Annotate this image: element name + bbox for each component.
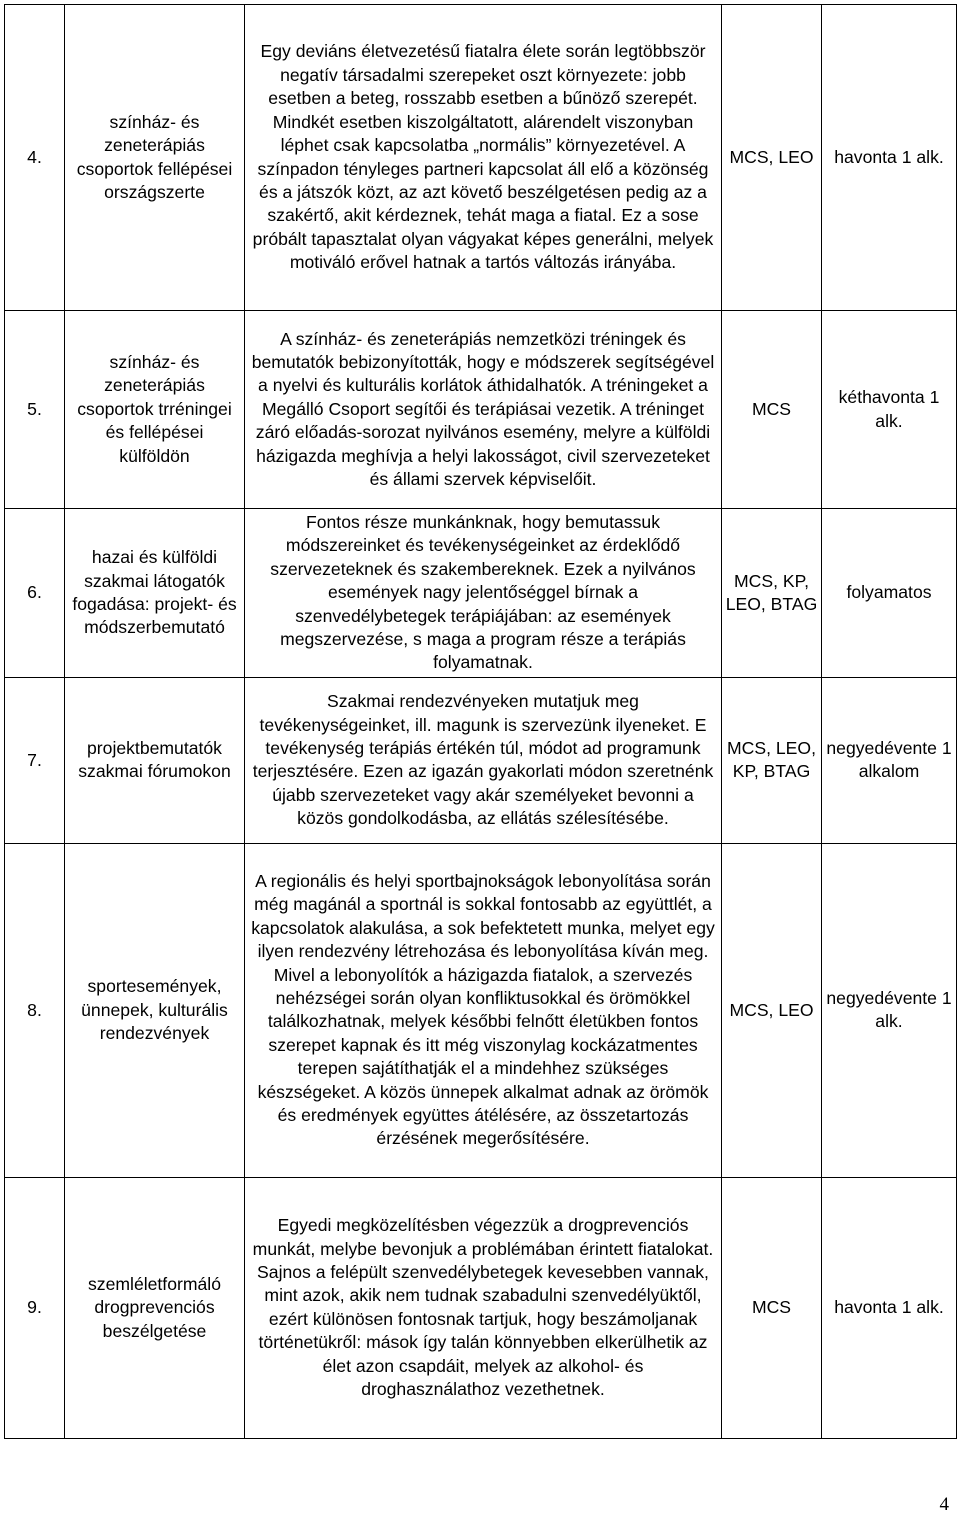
responsible-cell: MCS, LEO <box>722 843 822 1177</box>
description-cell: Egyedi megközelítésben végezzük a drogprevenciós munkát, melybe bevonjuk a problémában érintett fiatalokat. Sajnos a felépült szenvedélybetegek kevesebben vannak, mint azok, akik nem tudnak szabadulni szenvedélyüktől, ezért különösen fontosnak tartjuk, hogy beszámoljanak történetükről: mások így talán könnyebben elkerülhetik az élet azon csapdáit, melyek az alkohol- és droghasználathoz vezethetnek. <box>245 1177 722 1438</box>
row-number: 8. <box>5 843 65 1177</box>
program-table <box>4 4 957 1439</box>
activity-cell: sportesemények, ünnepek, kulturális rendezvények <box>65 843 245 1177</box>
frequency-cell: negyedévente 1 alk. <box>822 843 957 1177</box>
row-number: 6. <box>5 509 65 678</box>
row-number: 4. <box>5 5 65 311</box>
page-number: 4 <box>939 1494 949 1515</box>
responsible-cell: MCS, KP, LEO, BTAG <box>722 509 822 678</box>
activity-cell: színház- és zeneterápiás csoportok trréningei és fellépései külföldön <box>65 311 245 509</box>
responsible-cell: MCS <box>722 311 822 509</box>
responsible-cell: MCS, LEO <box>722 5 822 311</box>
row-number: 9. <box>5 1177 65 1438</box>
frequency-cell: havonta 1 alk. <box>822 5 957 311</box>
row-number: 7. <box>5 677 65 843</box>
frequency-cell: negyedévente 1 alkalom <box>822 677 957 843</box>
activity-cell: projektbemutatók szakmai fórumokon <box>65 677 245 843</box>
frequency-cell: havonta 1 alk. <box>822 1177 957 1438</box>
activity-cell: szemléletformáló drogprevenciós beszélgetése <box>65 1177 245 1438</box>
responsible-cell: MCS, LEO, KP, BTAG <box>722 677 822 843</box>
table-row <box>5 311 957 509</box>
table-row <box>5 843 957 1177</box>
description-cell: A színház- és zeneterápiás nemzetközi tréningek és bemutatók bebizonyították, hogy e módszerek segítségével a nyelvi és kulturális korlátok áthidalhatók. A tréningeket a Megálló Csoport segítői és terápiásai vezetik. A tréninget záró előadás-sorozat nyilvános esemény, melyre a külföldi házigazda meghívja a helyi lakosságot, civil szervezeteket és állami szervek képviselőit. <box>245 311 722 509</box>
activity-cell: hazai és külföldi szakmai látogatók fogadása: projekt- és módszerbemutató <box>65 509 245 678</box>
description-cell: Egy deviáns életvezetésű fiatalra élete során legtöbbször negatív társadalmi szerepeket oszt környezete: jobb esetben a beteg, rosszabb esetben a bűnöző szerepét. Mindkét esetben kiszolgáltatott, alárendelt viszonyban léphet csak kapcsolatba „normális” környezetével. A színpadon tényleges partneri kapcsolat áll elő a közönség és a játszók közt, az azt követő beszélgetésen pedig az a szakértő, akit kérdeznek, tehát maga a fiatal. Ez a sose próbált tapasztalat olyan vágyakat képes generálni, melyek motiváló erővel hatnak a tartós változás irányába. <box>245 5 722 311</box>
table-row <box>5 5 957 311</box>
table-row <box>5 509 957 678</box>
description-cell: Szakmai rendezvényeken mutatjuk meg tevékenységeinket, ill. magunk is szervezünk ilyeneket. E tevékenység terápiás értékén túl, módot ad programunk terjesztésére. Ezen az igazán gyakorlati módon szeretnénk újabb szervezeteket vagy akár személyeket bevonni a közös gondolkodásba, az ellátás szélesítésébe. <box>245 677 722 843</box>
row-number: 5. <box>5 311 65 509</box>
activity-cell: színház- és zeneterápiás csoportok fellépései országszerte <box>65 5 245 311</box>
description-cell: Fontos része munkánknak, hogy bemutassuk módszereinket és tevékenységeinket az érdeklődő szervezeteknek és szakembereknek. Ezek a nyilvános események nagy jelentőséggel bírnak a szenvedélybetegek terápiájában: az események megszervezése, s maga a program része a terápiás folyamatnak. <box>245 509 722 678</box>
responsible-cell: MCS <box>722 1177 822 1438</box>
description-cell: A regionális és helyi sportbajnokságok lebonyolítása során még magánál a sportnál is sokkal fontosabb az együttlét, a kapcsolatok alakulása, a sok befektetett munka, melyet egy ilyen rendezvény létrehozása és lebonyolítása kíván meg. Mivel a lebonyolítók a házigazda fiatalok, a szervezés nehézségei során olyan konfliktusokkal és örömökkel találkozhatnak, melyek későbbi felnőtt életükben fontos szerepet kapnak és itt még viszonylag kockázatmentes terepen sajátíthatják el a mindehhez szükséges készségeket. A közös ünnepek alkalmat adnak az örömök és eredmények együttes átélésére, az összetartozás érzésének megerősítésére. <box>245 843 722 1177</box>
table-row <box>5 1177 957 1438</box>
frequency-cell: kéthavonta 1 alk. <box>822 311 957 509</box>
table-row <box>5 677 957 843</box>
frequency-cell: folyamatos <box>822 509 957 678</box>
